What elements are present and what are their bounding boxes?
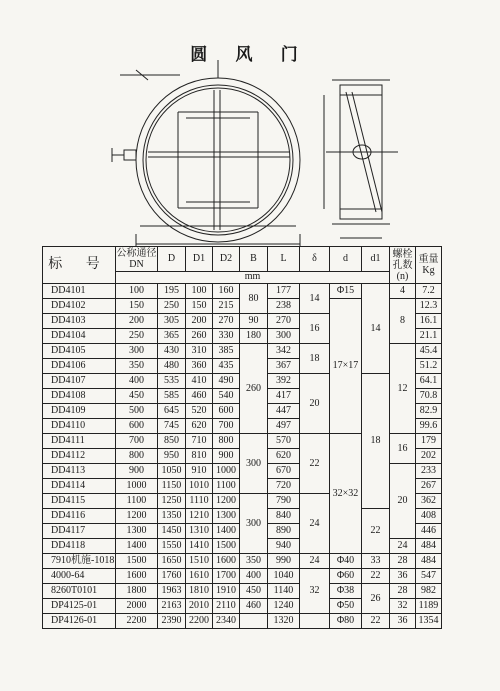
cell-L: 1240 <box>268 599 300 614</box>
cell-D: 1450 <box>158 524 186 539</box>
cell-model: 8260T0101 <box>43 584 116 599</box>
cell-D2: 270 <box>213 314 240 329</box>
cell-D: 585 <box>158 389 186 404</box>
cell-d: Φ40 <box>330 554 362 569</box>
cell-L: 1040 <box>268 569 300 584</box>
cell-D1: 620 <box>186 419 213 434</box>
cell-model: DD4110 <box>43 419 116 434</box>
cell-delta <box>300 614 330 629</box>
cell-nominal: 1600 <box>116 569 158 584</box>
cell-D: 950 <box>158 449 186 464</box>
cell-weight: 7.2 <box>416 284 442 299</box>
cell-L: 367 <box>268 359 300 374</box>
cell-D: 745 <box>158 419 186 434</box>
cell-weight: 64.1 <box>416 374 442 389</box>
technical-drawing <box>0 0 500 246</box>
cell-D: 850 <box>158 434 186 449</box>
cell-d1: 22 <box>362 569 390 584</box>
cell-model: DD4113 <box>43 464 116 479</box>
col-L: L <box>268 247 300 272</box>
cell-model: DD4105 <box>43 344 116 359</box>
cell-D1: 810 <box>186 449 213 464</box>
cell-D1: 1510 <box>186 554 213 569</box>
cell-holes: 12 <box>390 344 416 434</box>
cell-model: DD4115 <box>43 494 116 509</box>
cell-D1: 200 <box>186 314 213 329</box>
cell-model: DP4125-01 <box>43 599 116 614</box>
table-row <box>43 284 442 299</box>
cell-d1: 22 <box>362 509 390 554</box>
cell-d: Φ80 <box>330 614 362 629</box>
cell-D1: 1810 <box>186 584 213 599</box>
cell-D2: 160 <box>213 284 240 299</box>
cell-d: Φ50 <box>330 599 362 614</box>
cell-delta: 18 <box>300 344 330 374</box>
cell-D1: 260 <box>186 329 213 344</box>
cell-D1: 1210 <box>186 509 213 524</box>
cell-D1: 520 <box>186 404 213 419</box>
cell-D2: 800 <box>213 434 240 449</box>
cell-L: 890 <box>268 524 300 539</box>
cell-d1: 14 <box>362 284 390 374</box>
cell-L: 447 <box>268 404 300 419</box>
cell-D1: 710 <box>186 434 213 449</box>
col-weight: 重量Kg <box>416 247 442 284</box>
cell-D: 1350 <box>158 509 186 524</box>
cell-weight: 484 <box>416 539 442 554</box>
cell-L: 238 <box>268 299 300 314</box>
cell-D1: 1310 <box>186 524 213 539</box>
cell-D1: 1610 <box>186 569 213 584</box>
cell-B: 300 <box>240 434 268 494</box>
cell-weight: 233 <box>416 464 442 479</box>
cell-nominal: 800 <box>116 449 158 464</box>
cell-holes: 32 <box>390 599 416 614</box>
cell-D1: 360 <box>186 359 213 374</box>
cell-weight: 16.1 <box>416 314 442 329</box>
col-nominal: 公称通径DN <box>116 247 157 270</box>
cell-D2: 1300 <box>213 509 240 524</box>
cell-B: 180 <box>240 329 268 344</box>
cell-d1: 18 <box>362 374 390 509</box>
cell-D: 1250 <box>158 494 186 509</box>
cell-nominal: 1500 <box>116 554 158 569</box>
col-D: D <box>158 247 186 272</box>
cell-L: 790 <box>268 494 300 509</box>
cell-B: 260 <box>240 344 268 434</box>
cell-D: 430 <box>158 344 186 359</box>
cell-D2: 385 <box>213 344 240 359</box>
cell-weight: 45.4 <box>416 344 442 359</box>
cell-weight: 179 <box>416 434 442 449</box>
cell-D1: 460 <box>186 389 213 404</box>
cell-d1: 22 <box>362 614 390 629</box>
cell-nominal: 350 <box>116 359 158 374</box>
cell-D1: 2010 <box>186 599 213 614</box>
cell-model: DD4106 <box>43 359 116 374</box>
cell-L: 840 <box>268 509 300 524</box>
cell-delta: 32 <box>300 569 330 614</box>
cell-holes: 16 <box>390 434 416 464</box>
cell-nominal: 900 <box>116 464 158 479</box>
cell-D1: 310 <box>186 344 213 359</box>
cell-nominal: 1100 <box>116 494 158 509</box>
cell-D1: 410 <box>186 374 213 389</box>
cell-nominal: 500 <box>116 404 158 419</box>
table-row <box>43 614 442 629</box>
table-row <box>43 569 442 584</box>
cell-D2: 1400 <box>213 524 240 539</box>
front-view <box>112 60 300 246</box>
cell-D: 1650 <box>158 554 186 569</box>
cell-L: 720 <box>268 479 300 494</box>
cell-nominal: 600 <box>116 419 158 434</box>
unit-row: mm <box>116 271 390 283</box>
cell-L: 177 <box>268 284 300 299</box>
cell-D: 535 <box>158 374 186 389</box>
cell-weight: 99.6 <box>416 419 442 434</box>
cell-B: 350 <box>240 554 268 569</box>
cell-L: 990 <box>268 554 300 569</box>
cell-D1: 1410 <box>186 539 213 554</box>
cell-D2: 1600 <box>213 554 240 569</box>
cell-D: 2390 <box>158 614 186 629</box>
cell-D: 250 <box>158 299 186 314</box>
cell-L: 300 <box>268 329 300 344</box>
cell-D: 1963 <box>158 584 186 599</box>
cell-D: 305 <box>158 314 186 329</box>
cell-D: 365 <box>158 329 186 344</box>
cell-B: 450 <box>240 584 268 599</box>
cell-nominal: 2000 <box>116 599 158 614</box>
cell-nominal: 400 <box>116 374 158 389</box>
cell-d: Φ38 <box>330 584 362 599</box>
cell-D1: 1110 <box>186 494 213 509</box>
cell-d: Φ60 <box>330 569 362 584</box>
cell-d1: 26 <box>362 584 390 614</box>
cell-L: 1140 <box>268 584 300 599</box>
col-delta: δ <box>300 247 330 272</box>
side-view <box>324 80 398 238</box>
cell-D2: 1200 <box>213 494 240 509</box>
col-model: 标 号 <box>43 247 116 284</box>
cell-delta: 14 <box>300 284 330 314</box>
cell-D2: 700 <box>213 419 240 434</box>
cell-model: 4000-64 <box>43 569 116 584</box>
cell-D1: 1010 <box>186 479 213 494</box>
cell-D2: 490 <box>213 374 240 389</box>
table-row <box>43 554 442 569</box>
col-d1: d1 <box>362 247 390 272</box>
cell-D2: 435 <box>213 359 240 374</box>
cell-L: 497 <box>268 419 300 434</box>
cell-D: 1150 <box>158 479 186 494</box>
page-title: 圆 风 门 <box>190 45 310 64</box>
cell-d1: 33 <box>362 554 390 569</box>
cell-holes: 36 <box>390 569 416 584</box>
cell-B: 90 <box>240 314 268 329</box>
cell-L: 417 <box>268 389 300 404</box>
cell-weight: 982 <box>416 584 442 599</box>
cell-D: 195 <box>158 284 186 299</box>
cell-weight: 1189 <box>416 599 442 614</box>
cell-D2: 330 <box>213 329 240 344</box>
cell-delta: 22 <box>300 434 330 494</box>
cell-model: DD4111 <box>43 434 116 449</box>
cell-model: DD4103 <box>43 314 116 329</box>
col-d: d <box>330 247 362 272</box>
cell-L: 620 <box>268 449 300 464</box>
cell-D2: 215 <box>213 299 240 314</box>
cell-D2: 1500 <box>213 539 240 554</box>
cell-weight: 446 <box>416 524 442 539</box>
cell-model: 7910机施-1018 <box>43 554 116 569</box>
col-holes: 螺栓孔数(n) <box>390 247 416 284</box>
cell-model: DD4116 <box>43 509 116 524</box>
cell-model: DD4107 <box>43 374 116 389</box>
cell-delta: 24 <box>300 494 330 554</box>
cell-nominal: 1300 <box>116 524 158 539</box>
cell-D2: 600 <box>213 404 240 419</box>
cell-model: DD4109 <box>43 404 116 419</box>
table-row <box>43 584 442 599</box>
cell-d: Φ15 <box>330 284 362 299</box>
cell-L: 342 <box>268 344 300 359</box>
cell-nominal: 150 <box>116 299 158 314</box>
cell-weight: 70.8 <box>416 389 442 404</box>
table-body <box>43 284 442 629</box>
cell-D2: 1910 <box>213 584 240 599</box>
cell-nominal: 200 <box>116 314 158 329</box>
cell-holes: 28 <box>390 554 416 569</box>
cell-D: 2163 <box>158 599 186 614</box>
cell-nominal: 250 <box>116 329 158 344</box>
cell-L: 1320 <box>268 614 300 629</box>
cell-nominal: 450 <box>116 389 158 404</box>
cell-L: 270 <box>268 314 300 329</box>
cell-delta: 20 <box>300 374 330 434</box>
cell-holes: 24 <box>390 539 416 554</box>
cell-D: 1550 <box>158 539 186 554</box>
cell-L: 670 <box>268 464 300 479</box>
cell-D: 1760 <box>158 569 186 584</box>
cell-D2: 2110 <box>213 599 240 614</box>
cell-nominal: 1400 <box>116 539 158 554</box>
cell-nominal: 1200 <box>116 509 158 524</box>
cell-D1: 2200 <box>186 614 213 629</box>
cell-nominal: 1800 <box>116 584 158 599</box>
cell-holes: 20 <box>390 464 416 539</box>
cell-holes: 4 <box>390 284 416 299</box>
cell-D2: 900 <box>213 449 240 464</box>
cell-D: 645 <box>158 404 186 419</box>
cell-model: DD4114 <box>43 479 116 494</box>
cell-delta: 16 <box>300 314 330 344</box>
cell-weight: 202 <box>416 449 442 464</box>
cell-model: DD4118 <box>43 539 116 554</box>
cell-model: DD4117 <box>43 524 116 539</box>
cell-holes: 8 <box>390 299 416 344</box>
cell-D1: 150 <box>186 299 213 314</box>
cell-D2: 1100 <box>213 479 240 494</box>
cell-nominal: 700 <box>116 434 158 449</box>
cell-model: DD4112 <box>43 449 116 464</box>
cell-weight: 12.3 <box>416 299 442 314</box>
cell-D1: 100 <box>186 284 213 299</box>
cell-model: DD4101 <box>43 284 116 299</box>
cell-nominal: 2200 <box>116 614 158 629</box>
cell-B: 460 <box>240 599 268 614</box>
cell-model: DD4104 <box>43 329 116 344</box>
cell-L: 940 <box>268 539 300 554</box>
cell-L: 392 <box>268 374 300 389</box>
cell-nominal: 100 <box>116 284 158 299</box>
cell-d: 17×17 <box>330 299 362 434</box>
col-D1: D1 <box>186 247 213 272</box>
spec-table <box>42 246 442 629</box>
cell-weight: 484 <box>416 554 442 569</box>
cell-model: DD4108 <box>43 389 116 404</box>
cell-B: 80 <box>240 284 268 314</box>
cell-D: 480 <box>158 359 186 374</box>
cell-weight: 362 <box>416 494 442 509</box>
cell-weight: 51.2 <box>416 359 442 374</box>
cell-D2: 1700 <box>213 569 240 584</box>
cell-weight: 547 <box>416 569 442 584</box>
cell-holes: 36 <box>390 614 416 629</box>
cell-B: 300 <box>240 494 268 554</box>
col-B: B <box>240 247 268 272</box>
col-D2: D2 <box>213 247 240 272</box>
cell-weight: 82.9 <box>416 404 442 419</box>
cell-weight: 267 <box>416 479 442 494</box>
cell-weight: 21.1 <box>416 329 442 344</box>
cell-model: DP4126-01 <box>43 614 116 629</box>
cell-D: 1050 <box>158 464 186 479</box>
cell-D2: 540 <box>213 389 240 404</box>
cell-delta: 24 <box>300 554 330 569</box>
cell-D1: 910 <box>186 464 213 479</box>
cell-L: 570 <box>268 434 300 449</box>
cell-B <box>240 614 268 629</box>
cell-weight: 1354 <box>416 614 442 629</box>
cell-nominal: 300 <box>116 344 158 359</box>
cell-D2: 1000 <box>213 464 240 479</box>
cell-nominal: 1000 <box>116 479 158 494</box>
cell-model: DD4102 <box>43 299 116 314</box>
cell-holes: 28 <box>390 584 416 599</box>
cell-B: 400 <box>240 569 268 584</box>
cell-weight: 408 <box>416 509 442 524</box>
cell-d: 32×32 <box>330 434 362 554</box>
cell-D2: 2340 <box>213 614 240 629</box>
